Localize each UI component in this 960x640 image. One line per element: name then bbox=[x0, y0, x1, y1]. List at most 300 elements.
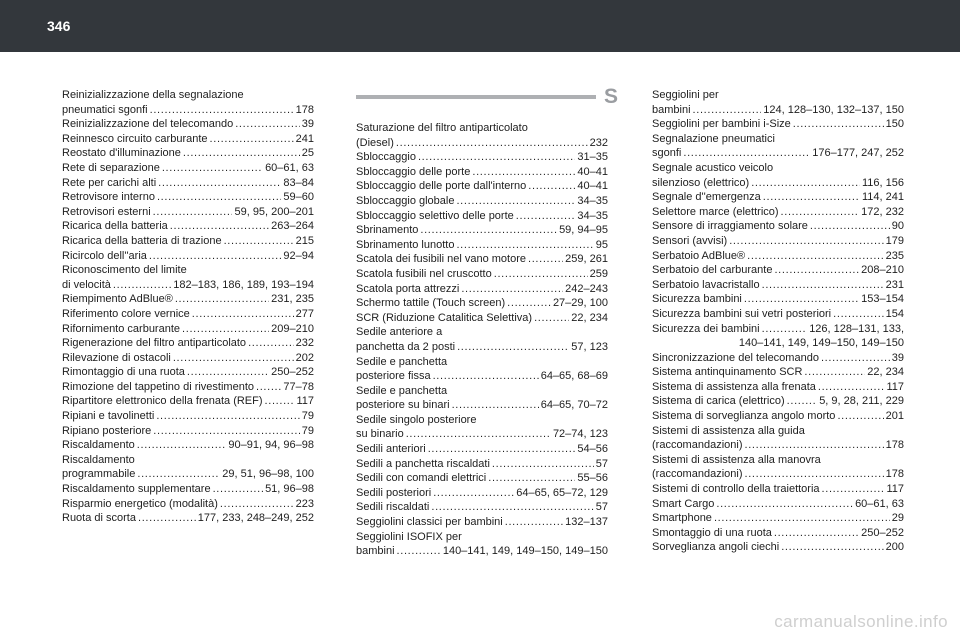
index-entry-pages: 55–56 bbox=[577, 472, 608, 485]
leader-dots bbox=[183, 146, 300, 161]
index-entry-pages: 177, 233, 248–249, 252 bbox=[197, 512, 314, 525]
index-entry-pages: 150 bbox=[885, 118, 904, 131]
index-entry-term: Rimontaggio di una ruota bbox=[62, 366, 185, 379]
leader-dots bbox=[210, 132, 294, 147]
index-entry bbox=[62, 511, 314, 526]
index-entry-pages: 34–35 bbox=[577, 194, 608, 207]
index-entry bbox=[62, 322, 314, 337]
index-entry-term: Scatola fusibili nel cruscotto bbox=[356, 267, 492, 280]
index-entry-term: Rifornimento carburante bbox=[62, 322, 181, 335]
index-entry bbox=[356, 252, 608, 267]
index-entry bbox=[652, 540, 904, 555]
index-entry-pages: 231 bbox=[885, 278, 904, 291]
leader-dots bbox=[138, 511, 196, 526]
index-entry-term: Reinnesco circuito carburante bbox=[62, 132, 208, 145]
index-entry-term: Seggiolini ISOFIX per bbox=[356, 530, 462, 543]
index-entry bbox=[652, 322, 904, 351]
leader-dots bbox=[781, 205, 860, 220]
index-entry-term: Sensore di irraggiamento solare bbox=[652, 220, 808, 233]
index-entry-pages: 126, 128–131, 133, bbox=[809, 322, 904, 335]
index-column-1 bbox=[62, 88, 314, 526]
index-entry-term: Sensori (avvisi) bbox=[652, 234, 728, 247]
leader-dots bbox=[420, 223, 557, 238]
leader-dots bbox=[516, 209, 576, 224]
index-entry bbox=[62, 292, 314, 307]
index-entry-pages: 153–154 bbox=[861, 293, 904, 306]
leader-dots bbox=[192, 307, 294, 322]
leader-dots bbox=[153, 424, 299, 439]
index-entry bbox=[62, 351, 314, 366]
leader-dots bbox=[714, 511, 890, 526]
index-entry bbox=[356, 486, 608, 501]
index-entry-term: Smontaggio di una ruota bbox=[652, 526, 772, 539]
leader-dots bbox=[763, 190, 860, 205]
index-entry bbox=[62, 409, 314, 424]
index-entry bbox=[356, 179, 608, 194]
index-entry-term: Serbatoio AdBlue® bbox=[652, 249, 746, 262]
index-entry bbox=[356, 267, 608, 282]
leader-dots bbox=[472, 165, 575, 180]
index-entry bbox=[62, 394, 314, 409]
leader-dots bbox=[833, 307, 884, 322]
leader-dots bbox=[137, 467, 220, 482]
index-entry bbox=[62, 482, 314, 497]
index-entry-term: Sincronizzazione del telecomando bbox=[652, 351, 819, 364]
leader-dots bbox=[162, 161, 263, 176]
index-entry-term: Sedile e panchetta bbox=[356, 355, 448, 368]
index-entry bbox=[62, 234, 314, 249]
index-entry-term: Rilevazione di ostacoli bbox=[62, 351, 171, 364]
index-entry-pages: 29, 51, 96–98, 100 bbox=[222, 468, 314, 481]
index-entry-term: Reinizializzazione del telecomando bbox=[62, 118, 234, 131]
index-entry-term: Ricircolo dell''aria bbox=[62, 249, 147, 262]
index-entry bbox=[652, 117, 904, 132]
index-entry-pages: 277 bbox=[295, 307, 314, 320]
index-entry bbox=[652, 453, 904, 482]
leader-dots bbox=[173, 351, 294, 366]
index-entry-pages: 250–252 bbox=[271, 366, 314, 379]
index-entry-term: Sistemi di controllo della traiettoria bbox=[652, 483, 820, 496]
index-entry-term: Segnale acustico veicolo bbox=[652, 161, 774, 174]
index-entry bbox=[356, 500, 608, 515]
index-entry-pages: 59–60 bbox=[283, 191, 314, 204]
index-entry bbox=[62, 88, 314, 117]
index-entry-pages: 259, 261 bbox=[565, 253, 608, 266]
leader-dots bbox=[683, 146, 810, 161]
index-entry-term: panchetta da 2 posti bbox=[356, 340, 456, 353]
index-entry bbox=[652, 409, 904, 424]
leader-dots bbox=[157, 190, 281, 205]
index-entry-pages: 34–35 bbox=[577, 209, 608, 222]
index-entry-pages: 140–141, 149, 149–150, 149–150 bbox=[738, 337, 904, 350]
leader-dots bbox=[428, 442, 576, 457]
index-entry-term: Rigenerazione del filtro antiparticolato bbox=[62, 337, 247, 350]
index-entry-pages: 232 bbox=[295, 337, 314, 350]
index-entry-pages: 178 bbox=[885, 439, 904, 452]
index-entry-pages: 39 bbox=[891, 351, 904, 364]
index-entry-pages: 172, 232 bbox=[861, 205, 904, 218]
index-entry bbox=[356, 457, 608, 472]
index-entry-term: Seggiolini classici per bambini bbox=[356, 516, 503, 529]
index-entry-pages: 40–41 bbox=[577, 165, 608, 178]
index-entry bbox=[62, 161, 314, 176]
index-entry-pages: 92–94 bbox=[283, 249, 314, 262]
index-entry bbox=[652, 278, 904, 293]
index-entry-pages: 117 bbox=[296, 395, 314, 408]
index-entry bbox=[652, 482, 904, 497]
leader-dots bbox=[182, 322, 269, 337]
index-entry bbox=[62, 453, 314, 482]
leader-dots bbox=[822, 482, 885, 497]
index-entry bbox=[356, 223, 608, 238]
leader-dots bbox=[505, 515, 563, 530]
index-column-2 bbox=[356, 121, 608, 559]
index-entry-pages: 22, 234 bbox=[571, 311, 608, 324]
index-entry-term: Selettore marce (elettrico) bbox=[652, 205, 779, 218]
index-entry-term: programmabile bbox=[62, 468, 136, 481]
leader-dots bbox=[150, 103, 294, 118]
index-entry bbox=[652, 307, 904, 322]
leader-dots bbox=[220, 497, 294, 512]
watermark bbox=[0, 612, 960, 634]
index-entry-term: Sedile singolo posteriore bbox=[356, 413, 477, 426]
leader-dots bbox=[213, 482, 263, 497]
index-entry bbox=[62, 176, 314, 191]
index-entry-term: Riscaldamento bbox=[62, 453, 135, 466]
index-entry-pages: 64–65, 65–72, 129 bbox=[516, 486, 608, 499]
index-entry-term: Rete per carichi alti bbox=[62, 176, 157, 189]
index-entry-term: Serbatoio del carburante bbox=[652, 264, 773, 277]
index-entry bbox=[356, 282, 608, 297]
leader-dots bbox=[256, 380, 281, 395]
index-entry bbox=[652, 351, 904, 366]
index-entry-term: Sistema di carica (elettrico) bbox=[652, 395, 785, 408]
leader-dots bbox=[693, 103, 762, 118]
section-letter: S bbox=[603, 85, 618, 108]
index-entry-pages: 242–243 bbox=[565, 282, 608, 295]
leader-dots bbox=[762, 322, 808, 337]
index-entry bbox=[652, 234, 904, 249]
index-entry-pages: 235 bbox=[885, 249, 904, 262]
index-entry-term: (raccomandazioni) bbox=[652, 439, 743, 452]
index-entry-term: Sistemi di assistenza alla manovra bbox=[652, 453, 821, 466]
index-entry bbox=[652, 263, 904, 278]
index-entry bbox=[356, 515, 608, 530]
index-entry-pages: 231, 235 bbox=[271, 293, 314, 306]
index-entry-term: Sicurezza bambini bbox=[652, 293, 742, 306]
index-entry bbox=[652, 292, 904, 307]
leader-dots bbox=[787, 394, 818, 409]
index-entry-pages: 182–183, 186, 189, 193–194 bbox=[173, 278, 314, 291]
leader-dots bbox=[248, 336, 294, 351]
watermark-text: carmanualsonline.info bbox=[774, 612, 948, 631]
leader-dots bbox=[170, 219, 269, 234]
index-entry-term: Schermo tattile (Touch screen) bbox=[356, 297, 506, 310]
index-entry-term: Scatola porta attrezzi bbox=[356, 282, 460, 295]
leader-dots bbox=[781, 540, 883, 555]
index-entry-term: bambini bbox=[652, 103, 691, 116]
index-entry-term: Ripiani e tavolinetti bbox=[62, 410, 155, 423]
index-entry-term: Scatola dei fusibili nel vano motore bbox=[356, 253, 526, 266]
leader-dots bbox=[418, 150, 575, 165]
index-entry bbox=[356, 530, 608, 559]
index-entry bbox=[652, 424, 904, 453]
index-entry-term: Ripiano posteriore bbox=[62, 424, 152, 437]
index-entry bbox=[652, 380, 904, 395]
index-entry-term: (Diesel) bbox=[356, 136, 394, 149]
index-entry bbox=[652, 526, 904, 541]
index-entry-term: Sedili posteriori bbox=[356, 486, 432, 499]
index-entry-term: Seggiolini per bambini i-Size bbox=[652, 118, 791, 131]
index-entry-pages: 57, 123 bbox=[571, 340, 608, 353]
index-entry-term: sgonfi bbox=[652, 147, 682, 160]
index-entry-term: Ruota di scorta bbox=[62, 512, 136, 525]
index-entry-pages: 200 bbox=[885, 541, 904, 554]
index-entry-term: Sedili riscaldati bbox=[356, 501, 430, 514]
index-entry-term: Riscaldamento supplementare bbox=[62, 483, 211, 496]
leader-dots bbox=[433, 486, 514, 501]
index-entry-pages: 25 bbox=[301, 147, 314, 160]
index-entry-term: bambini bbox=[356, 545, 395, 558]
index-entry-term: su binario bbox=[356, 428, 404, 441]
leader-dots bbox=[774, 263, 859, 278]
index-entry bbox=[62, 307, 314, 322]
leader-dots bbox=[224, 234, 294, 249]
leader-dots bbox=[818, 380, 885, 395]
index-entry bbox=[356, 384, 608, 413]
leader-dots bbox=[488, 471, 575, 486]
index-entry-pages: 114, 241 bbox=[861, 191, 904, 204]
index-entry-pages: 241 bbox=[295, 132, 314, 145]
index-entry bbox=[356, 325, 608, 354]
index-entry-term: Sicurezza dei bambini bbox=[652, 322, 760, 335]
index-entry-term: Sbrinamento bbox=[356, 224, 419, 237]
index-entry-pages: 79 bbox=[301, 424, 314, 437]
leader-dots bbox=[837, 409, 883, 424]
leader-dots bbox=[456, 194, 575, 209]
index-entry-term: Riferimento colore vernice bbox=[62, 307, 190, 320]
index-entry bbox=[652, 394, 904, 409]
page-header-bar bbox=[0, 0, 960, 52]
index-entry-term: Saturazione del filtro antiparticolato bbox=[356, 122, 528, 134]
index-entry-term: Rimozione del tappetino di rivestimento bbox=[62, 380, 254, 393]
index-entry-term: Sorveglianza angoli ciechi bbox=[652, 541, 780, 554]
index-entry-term: Sedili con comandi elettrici bbox=[356, 472, 487, 485]
leader-dots bbox=[747, 249, 884, 264]
index-entry bbox=[652, 365, 904, 380]
index-entry bbox=[356, 121, 608, 150]
index-entry-term: Sistema di assistenza alla frenata bbox=[652, 380, 816, 393]
section-divider bbox=[356, 95, 596, 99]
index-entry-pages: 77–78 bbox=[283, 380, 314, 393]
index-entry-pages: 90 bbox=[891, 220, 904, 233]
index-entry bbox=[356, 355, 608, 384]
index-entry-pages: 117 bbox=[886, 380, 904, 393]
index-entry bbox=[356, 413, 608, 442]
leader-dots bbox=[396, 136, 588, 151]
index-entry bbox=[62, 249, 314, 264]
index-entry-pages: 95 bbox=[595, 238, 608, 251]
section-header bbox=[356, 85, 618, 112]
leader-dots bbox=[175, 292, 269, 307]
leader-dots bbox=[744, 292, 859, 307]
index-entry-term: Sbloccaggio globale bbox=[356, 194, 455, 207]
leader-dots bbox=[149, 249, 282, 264]
index-entry-term: posteriore fissa bbox=[356, 370, 431, 383]
leader-dots bbox=[452, 398, 539, 413]
index-entry-term: Sedile anteriore a bbox=[356, 326, 443, 339]
index-entry-pages: 79 bbox=[301, 410, 314, 423]
index-entry-pages: 22, 234 bbox=[867, 366, 904, 379]
index-entry-term: Ricarica della batteria bbox=[62, 220, 168, 233]
index-entry-term: Retrovisori esterni bbox=[62, 205, 151, 218]
index-entry bbox=[652, 497, 904, 512]
index-entry-pages: 60–61, 63 bbox=[265, 161, 314, 174]
index-entry-pages: 208–210 bbox=[861, 264, 904, 277]
index-entry bbox=[652, 190, 904, 205]
index-entry-term: Sistemi di assistenza alla guida bbox=[652, 424, 805, 437]
index-entry bbox=[62, 132, 314, 147]
index-entry-pages: 83–84 bbox=[283, 176, 314, 189]
index-entry-pages: 57 bbox=[595, 457, 608, 470]
index-entry bbox=[652, 132, 904, 161]
leader-dots bbox=[528, 252, 563, 267]
index-entry-pages: 5, 9, 28, 211, 229 bbox=[819, 395, 904, 408]
index-entry-pages: 117 bbox=[886, 483, 904, 496]
leader-dots bbox=[729, 234, 883, 249]
index-entry-term: Riconoscimento del limite bbox=[62, 264, 187, 277]
index-entry bbox=[652, 161, 904, 190]
leader-dots bbox=[793, 117, 884, 132]
index-entry-term: Seggiolini per bbox=[652, 89, 719, 101]
index-entry bbox=[356, 471, 608, 486]
leader-dots bbox=[113, 278, 171, 293]
index-entry-pages: 27–29, 100 bbox=[552, 297, 608, 310]
index-entry-pages: 124, 128–130, 132–137, 150 bbox=[763, 103, 904, 116]
index-entry-pages: 178 bbox=[885, 468, 904, 481]
index-entry-pages: 132–137 bbox=[565, 516, 608, 529]
index-entry-pages: 59, 94–95 bbox=[559, 224, 608, 237]
leader-dots bbox=[804, 365, 865, 380]
leader-dots bbox=[158, 176, 281, 191]
index-entry-term: Reostato d'illuminazione bbox=[62, 147, 181, 160]
index-entry-term: Retrovisore interno bbox=[62, 191, 155, 204]
index-entry-term: posteriore su binari bbox=[356, 399, 450, 412]
page-number: 346 bbox=[47, 18, 71, 34]
index-entry bbox=[356, 150, 608, 165]
leader-dots bbox=[494, 267, 588, 282]
index-entry bbox=[62, 365, 314, 380]
index-entry-pages: 176–177, 247, 252 bbox=[812, 147, 904, 160]
index-entry-pages: 140–141, 149, 149–150, 149–150 bbox=[442, 545, 608, 558]
index-entry bbox=[62, 117, 314, 132]
leader-dots bbox=[461, 282, 563, 297]
index-entry bbox=[356, 442, 608, 457]
index-entry-term: Sedile e panchetta bbox=[356, 384, 448, 397]
index-entry-term: pneumatici sgonfi bbox=[62, 103, 148, 116]
index-entry-pages: 215 bbox=[295, 234, 314, 247]
index-entry-pages: 259 bbox=[589, 267, 608, 280]
index-entry-pages: 250–252 bbox=[861, 526, 904, 539]
leader-dots bbox=[821, 351, 890, 366]
index-entry-pages: 51, 96–98 bbox=[265, 483, 314, 496]
index-entry bbox=[62, 497, 314, 512]
index-entry bbox=[356, 209, 608, 224]
leader-dots bbox=[762, 278, 884, 293]
leader-dots bbox=[153, 205, 233, 220]
leader-dots bbox=[187, 365, 269, 380]
index-entry-pages: 223 bbox=[295, 497, 314, 510]
leader-dots bbox=[810, 219, 890, 234]
index-entry-term: (raccomandazioni) bbox=[652, 468, 743, 481]
index-entry-pages: 39 bbox=[301, 118, 314, 131]
index-entry-term: Riempimento AdBlue® bbox=[62, 293, 173, 306]
leader-dots bbox=[528, 179, 575, 194]
index-entry-term: Smartphone bbox=[652, 512, 712, 525]
index-entry-term: Ricarica della batteria di trazione bbox=[62, 234, 222, 247]
index-entry-term: di velocità bbox=[62, 278, 111, 291]
index-entry-pages: 60–61, 63 bbox=[855, 497, 904, 510]
index-entry-term: Sbloccaggio delle porte bbox=[356, 165, 471, 178]
index-entry-pages: 178 bbox=[295, 103, 314, 116]
index-entry bbox=[356, 165, 608, 180]
index-entry-term: Sistema di sorveglianza angolo morto bbox=[652, 410, 836, 423]
leader-dots bbox=[235, 117, 300, 132]
index-entry bbox=[62, 438, 314, 453]
index-entry-pages: 40–41 bbox=[577, 180, 608, 193]
index-entry-term: SCR (Riduzione Catalitica Selettiva) bbox=[356, 311, 533, 324]
index-entry-pages: 209–210 bbox=[271, 322, 314, 335]
index-entry bbox=[62, 424, 314, 439]
index-entry-term: Sbloccaggio selettivo delle porte bbox=[356, 209, 514, 222]
index-entry-term: Sedili anteriori bbox=[356, 443, 426, 456]
leader-dots bbox=[397, 544, 441, 559]
leader-dots bbox=[156, 409, 299, 424]
index-entry bbox=[62, 190, 314, 205]
index-entry-term: Sistema antinquinamento SCR bbox=[652, 366, 803, 379]
index-entry-pages: 29 bbox=[891, 512, 904, 525]
index-entry-pages: 202 bbox=[295, 351, 314, 364]
leader-dots bbox=[433, 369, 539, 384]
index-entry bbox=[62, 219, 314, 234]
index-entry-pages: 59, 95, 200–201 bbox=[234, 205, 314, 218]
leader-dots bbox=[716, 497, 853, 512]
index-entry-pages: 72–74, 123 bbox=[552, 428, 608, 441]
index-entry-term: Reinizializzazione della segnalazione bbox=[62, 89, 244, 101]
index-entry-term: Risparmio energetico (modalità) bbox=[62, 497, 218, 510]
index-entry-term: Rete di separazione bbox=[62, 161, 160, 174]
index-entry-pages: 90–91, 94, 96–98 bbox=[228, 439, 314, 452]
index-entry bbox=[652, 511, 904, 526]
index-entry-pages: 154 bbox=[885, 307, 904, 320]
leader-dots bbox=[265, 394, 295, 409]
index-entry bbox=[356, 194, 608, 209]
leader-dots bbox=[751, 176, 860, 191]
index-entry bbox=[62, 380, 314, 395]
index-entry-term: Sbloccaggio delle porte dall'interno bbox=[356, 180, 527, 193]
index-entry bbox=[62, 146, 314, 161]
index-entry-pages: 179 bbox=[885, 234, 904, 247]
index-entry-term: Serbatoio lavacristallo bbox=[652, 278, 760, 291]
index-entry bbox=[356, 311, 608, 326]
index-entry-term: Ripartitore elettronico della frenata (REF) bbox=[62, 395, 263, 408]
index-entry-term: Segnalazione pneumatici bbox=[652, 132, 775, 145]
index-entry-pages: 201 bbox=[885, 410, 904, 423]
index-entry-term: Smart Cargo bbox=[652, 497, 715, 510]
index-entry-pages: 54–56 bbox=[577, 443, 608, 456]
index-entry-pages: 57 bbox=[595, 501, 608, 514]
index-entry-term: Sedili a panchetta riscaldati bbox=[356, 457, 490, 470]
